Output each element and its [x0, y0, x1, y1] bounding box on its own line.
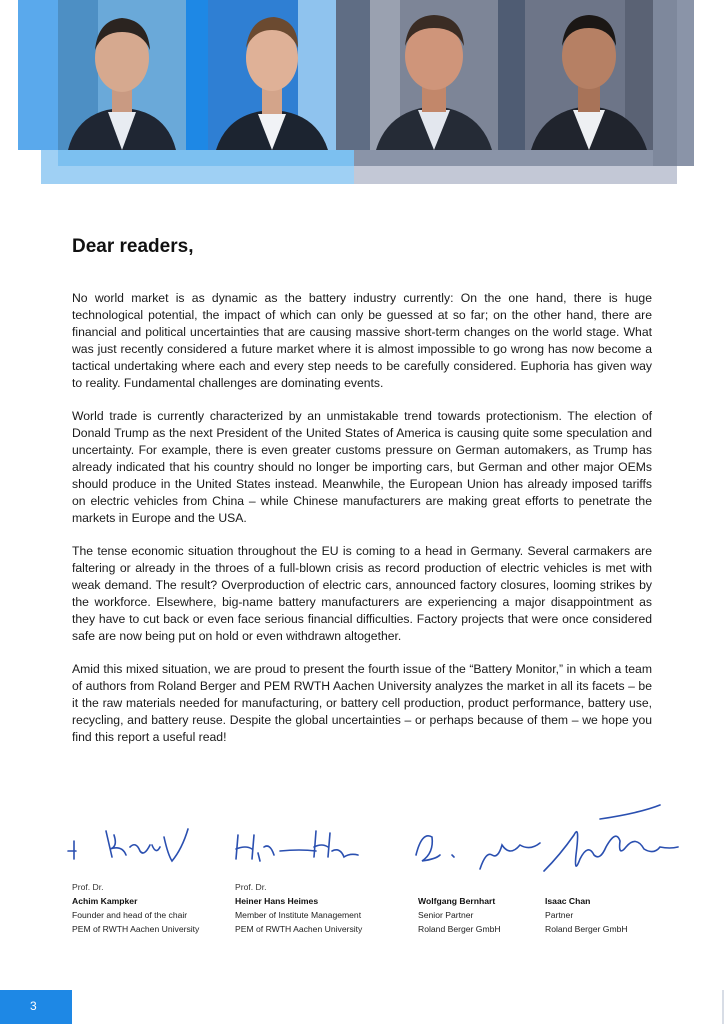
signature-heimes [236, 835, 316, 861]
signature-chan [544, 832, 678, 871]
signatory-heimes [235, 880, 362, 936]
signatory-organization: PEM of RWTH Aachen University [72, 924, 200, 934]
photo-divider [186, 0, 208, 150]
letter-paragraph: World trade is currently characterized by an unmistakable trend towards protectionism. The election of Donald Trump as the next President of the United States of America is causing quite some speculation and uncertainty. For example, there is even greater customs pressure on German automakers, as Trump has already indicated that his country should no longer be importing cars, but German and other major OEMs should produce in the United States instead. Meanwhile, the European Union has already imposed tariffs on electric vehicles from China – while Chinese manufacturers are making great efforts to penetrate the markets in Europe and the USA. [72, 409, 652, 525]
signatory-bernhart [418, 894, 501, 936]
signatory-title: Prof. Dr. [72, 882, 104, 892]
header-band-blue [18, 0, 58, 150]
signatory-role: Senior Partner [418, 910, 474, 920]
signatory-organization: PEM of RWTH Aachen University [235, 924, 363, 934]
letter-paragraph: No world market is as dynamic as the battery industry currently: On the one hand, there is huge technological potential, the impact of which can only be guessed at so far; on the other hand, there are financial and political uncertainties that are causing massive short-term changes on the world stage. What was just recently considered a future market where it is almost impossible to go wrong has now become a tactical undertaking where each and every step needs to be carefully considered. Euphoria has given way to reality. Fundamental challenges are dominating events. [72, 291, 652, 390]
letter-paragraph: The tense economic situation throughout the EU is coming to a head in Germany. Several carmakers are faltering or already in the throes of a full-blown crisis as record production of electric vehicles is met with weak demand. The result? Overproduction of electric cars, announced factory closures, looming strikes by the workforce. Elsewhere, big-name battery manufacturers are experiencing a major disappointment as they have to cut back or even face serious financial difficulties. Factory projects that were once considered safe are now being put on hold or even withdrawn altogether. [72, 544, 652, 643]
page-number-box [0, 990, 72, 1024]
letter-body [72, 290, 652, 762]
signature-bernhart [416, 836, 454, 861]
signatory-role: Partner [545, 910, 574, 920]
letter-paragraph: Amid this mixed situation, we are proud to present the fourth issue of the “Battery Monitor,” in which a team of authors from Roland Berger and PEM RWTH Aachen University analyzes the market in all its facets – be it the raw materials needed for manufacturing, or battery cell production, product performance, battery use, recycling, and battery reuse. Despite the global uncertainties – or perhaps because of them – we hope you find this report a useful read! [72, 662, 652, 744]
signatory-organization: Roland Berger GmbH [545, 924, 628, 934]
photo-divider [498, 0, 525, 150]
photo-divider [336, 0, 370, 150]
letter-greeting: Dear readers, [72, 236, 194, 257]
signatory-chan [545, 894, 628, 936]
signatory-name: Achim Kampker [72, 896, 138, 906]
portrait-chan [525, 0, 653, 150]
signatory-organization: Roland Berger GmbH [418, 924, 501, 934]
signatory-name: Wolfgang Bernhart [418, 896, 496, 906]
signatory-role: Founder and head of the chair [72, 910, 188, 920]
signatory-title: Prof. Dr. [235, 882, 267, 892]
signatory-name: Isaac Chan [545, 896, 591, 906]
signatory-name: Heiner Hans Heimes [235, 896, 319, 906]
portrait-kampker [58, 0, 186, 150]
portrait-heimes [208, 0, 336, 150]
header-band-grey-light [354, 166, 677, 184]
header-band-blue-strip [58, 150, 354, 166]
page-number: 3 [30, 999, 37, 1013]
signatory-role: Member of Institute Management [235, 910, 362, 920]
signature-kampker [68, 841, 76, 859]
signatures-image [60, 795, 700, 885]
photo-divider [653, 0, 677, 166]
portrait-bernhart [370, 0, 498, 150]
signatory-kampker [72, 880, 199, 936]
